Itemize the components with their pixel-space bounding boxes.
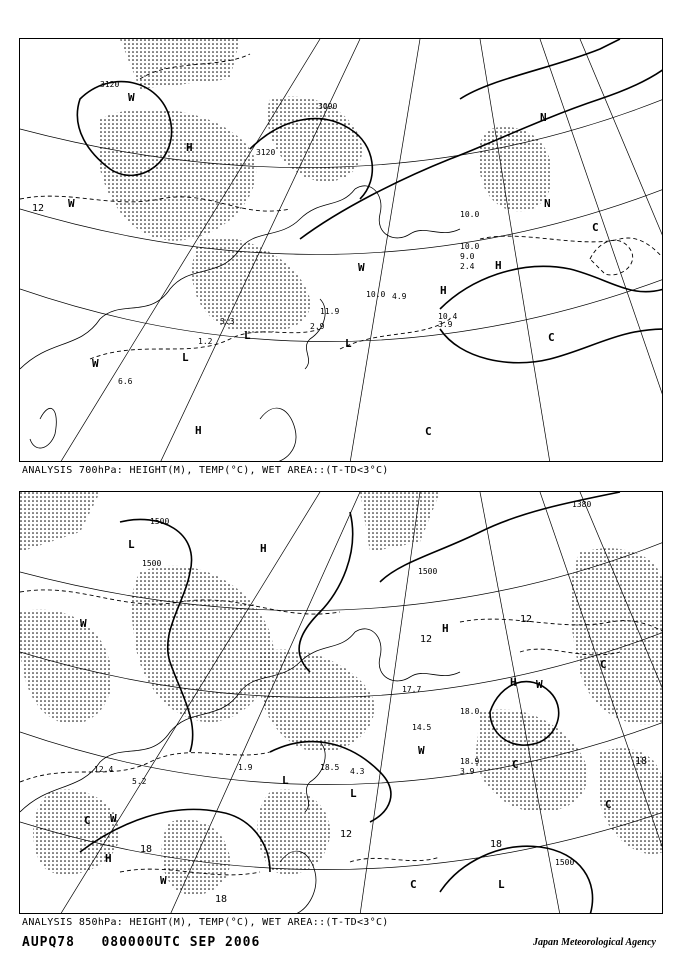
high-symbol: H <box>510 676 517 689</box>
contour-label: 12 <box>340 829 353 840</box>
low-symbol: L <box>350 787 357 800</box>
contour-label: 3120 <box>100 80 120 89</box>
contour-label: 12 <box>520 614 533 625</box>
station-value: 11.9 <box>320 307 340 316</box>
station-value: 3.3 <box>220 317 235 326</box>
contour-label: 18 <box>635 756 648 767</box>
contour-label: 3120 <box>256 148 276 157</box>
cold-symbol: C <box>410 878 417 891</box>
high-symbol: H <box>442 622 449 635</box>
station-value: 10.0 <box>366 290 386 299</box>
cold-symbol: C <box>548 331 555 344</box>
wet-area-shading <box>100 39 552 333</box>
cold-symbol: C <box>592 221 599 234</box>
contour-label: 1500 <box>555 858 575 867</box>
high-symbol: H <box>495 259 502 272</box>
station-value: 10.0 <box>460 242 480 251</box>
station-value: 1.9 <box>238 763 253 772</box>
high-symbol: H <box>195 424 202 437</box>
station-value: 3.9 <box>438 320 453 329</box>
cold-symbol: C <box>512 758 519 771</box>
high-symbol: H <box>260 542 267 555</box>
warm-symbol: W <box>110 812 117 825</box>
contour-label: 18 <box>140 844 153 855</box>
contour-label: 3090 <box>318 102 338 111</box>
north-symbol: N <box>540 111 547 124</box>
map-850hpa <box>20 492 663 914</box>
warm-symbol: W <box>536 678 543 691</box>
warm-symbol: W <box>68 197 75 210</box>
warm-symbol: W <box>160 874 167 887</box>
high-symbol: H <box>186 141 193 154</box>
station-value: 4.9 <box>392 292 407 301</box>
chart-code: AUPQ78 080000UTC SEP 2006 <box>22 935 261 950</box>
caption-700hpa: ANALYSIS 700hPa: HEIGHT(M), TEMP(°C), WET AREA::(T-TD<3°C) <box>22 465 389 476</box>
cold-symbol: C <box>605 798 612 811</box>
low-symbol: L <box>128 538 135 551</box>
map-panel-850hpa <box>19 491 663 914</box>
station-value: 1.2 <box>198 337 213 346</box>
low-symbol: L <box>282 774 289 787</box>
low-symbol: L <box>345 337 352 350</box>
wet-area-shading <box>20 492 663 895</box>
contour-label: 1500 <box>150 517 170 526</box>
station-value: 9.0 <box>460 252 475 261</box>
agency-name: Japan Meteorological Agency <box>533 937 656 948</box>
high-symbol: H <box>105 852 112 865</box>
low-symbol: L <box>244 329 251 342</box>
contour-label: 18 <box>490 839 503 850</box>
station-value: 2.9 <box>310 322 325 331</box>
warm-symbol: W <box>128 91 135 104</box>
station-value: 4.3 <box>350 767 365 776</box>
contour-label: 12 <box>32 203 45 214</box>
graticule <box>20 39 663 462</box>
map-700hpa <box>20 39 663 462</box>
station-value: 2.4 <box>460 262 475 271</box>
warm-symbol: W <box>80 617 87 630</box>
contour-label: 1500 <box>142 559 162 568</box>
cold-symbol: C <box>84 814 91 827</box>
station-value: 14.5 <box>412 723 432 732</box>
map-panel-700hpa <box>19 38 663 462</box>
high-symbol: H <box>440 284 447 297</box>
north-symbol: N <box>544 197 551 210</box>
warm-symbol: W <box>418 744 425 757</box>
contour-label: 1380 <box>572 500 592 509</box>
station-value: 18.5 <box>320 763 340 772</box>
station-value: 5.2 <box>132 777 147 786</box>
station-value: 6.6 <box>118 377 133 386</box>
station-value: 18.9 <box>460 757 480 766</box>
caption-850hpa: ANALYSIS 850hPa: HEIGHT(M), TEMP(°C), WET AREA::(T-TD<3°C) <box>22 917 389 928</box>
station-value: 10.0 <box>460 210 480 219</box>
station-value: 18.0 <box>460 707 480 716</box>
low-symbol: L <box>498 878 505 891</box>
low-symbol: L <box>182 351 189 364</box>
cold-symbol: C <box>425 425 432 438</box>
contour-label: 12 <box>420 634 433 645</box>
warm-symbol: W <box>358 261 365 274</box>
station-value: 3.9 <box>460 767 475 776</box>
contour-label: 18 <box>215 894 228 905</box>
warm-symbol: W <box>92 357 99 370</box>
station-value: 10.4 <box>438 312 458 321</box>
contour-label: 1500 <box>418 567 438 576</box>
station-value: 17.7 <box>402 685 422 694</box>
cold-symbol: C <box>600 658 607 671</box>
station-value: 12.4 <box>94 765 114 774</box>
